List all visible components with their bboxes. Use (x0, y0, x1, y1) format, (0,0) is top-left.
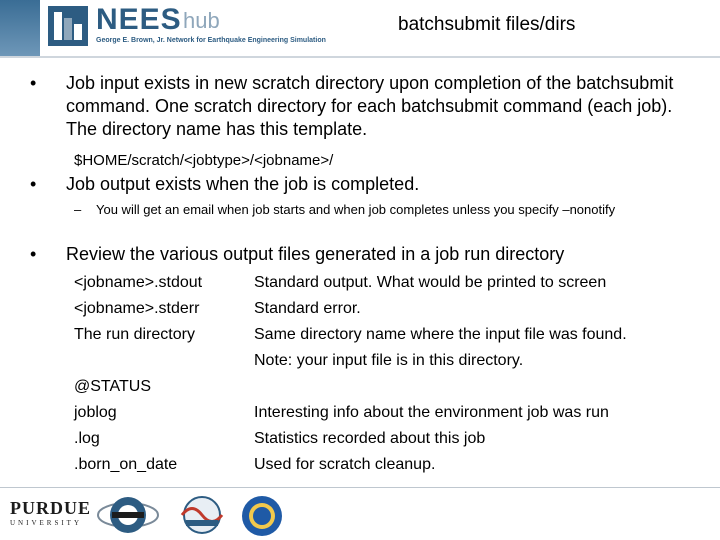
file-desc: Interesting info about the environment job was run (254, 404, 609, 421)
slide-title: batchsubmit files/dirs (398, 14, 576, 35)
file-desc: Same directory name where the input file was found. (254, 326, 627, 343)
purdue-logo-text: PURDUE (10, 498, 91, 518)
bullet-marker: • (30, 244, 37, 264)
file-name: <jobname>.stdout (74, 274, 203, 291)
purdue-logo (10, 498, 91, 527)
table-row (74, 400, 694, 426)
neeshub-logo-icon (46, 4, 90, 48)
scratch-path-template: $HOME/scratch/<jobtype>/<jobname>/ (74, 152, 334, 169)
file-desc: Used for scratch cleanup. (254, 456, 436, 473)
nsf-logo-icon (240, 494, 284, 538)
table-row (74, 348, 694, 374)
bullet-job-output (30, 173, 690, 197)
bullet-text: Job output exists when the job is completed. (66, 174, 420, 194)
bullet-marker: • (30, 174, 37, 194)
bullet-marker: • (30, 73, 37, 93)
file-name: joblog (74, 404, 117, 421)
header-side-graphic (0, 0, 40, 56)
bullet-review-files (30, 243, 690, 267)
table-row (74, 322, 694, 348)
logo-nees-text: NEES (96, 3, 182, 36)
neescomm-logo-icon (92, 494, 164, 536)
footer-logos (0, 490, 720, 540)
table-row (74, 296, 694, 322)
table-row (74, 426, 694, 452)
table-row (74, 374, 694, 400)
table-row (74, 270, 694, 296)
bullet-job-input (30, 72, 690, 144)
logo-tagline: George E. Brown, Jr. Network for Earthquake Engineering Simulation (96, 37, 326, 44)
header-divider (0, 56, 720, 58)
sub-bullet-text: You will get an email when job starts and when job completes unless you specify –nonotify (96, 202, 616, 217)
file-desc: Statistics recorded about this job (254, 430, 486, 447)
file-name: .born_on_date (74, 456, 178, 473)
file-name: @STATUS (74, 378, 151, 395)
bullet-text: Job input exists in new scratch directory upon completion of the batchsubmit command. One scratch directory for each batchsubmit command (each job). The directory name has this template. (66, 73, 674, 139)
file-desc: Standard output. What would be printed to screen (254, 274, 607, 291)
sub-bullet-marker: – (74, 202, 82, 217)
purdue-logo-subtext: UNIVERSITY (10, 519, 82, 527)
file-name: The run directory (74, 326, 195, 343)
file-desc: Standard error. (254, 300, 361, 317)
table-row (74, 452, 694, 478)
header (0, 0, 720, 56)
logo-hub-text: hub (183, 8, 220, 33)
bullet-text: Review the various output files generated in a job run directory (66, 244, 565, 264)
file-name: .log (74, 430, 100, 447)
file-name: <jobname>.stderr (74, 300, 200, 317)
file-desc: Note: your input file is in this directory. (254, 352, 524, 369)
nehrp-logo-icon (172, 494, 232, 536)
footer-divider (0, 487, 720, 488)
